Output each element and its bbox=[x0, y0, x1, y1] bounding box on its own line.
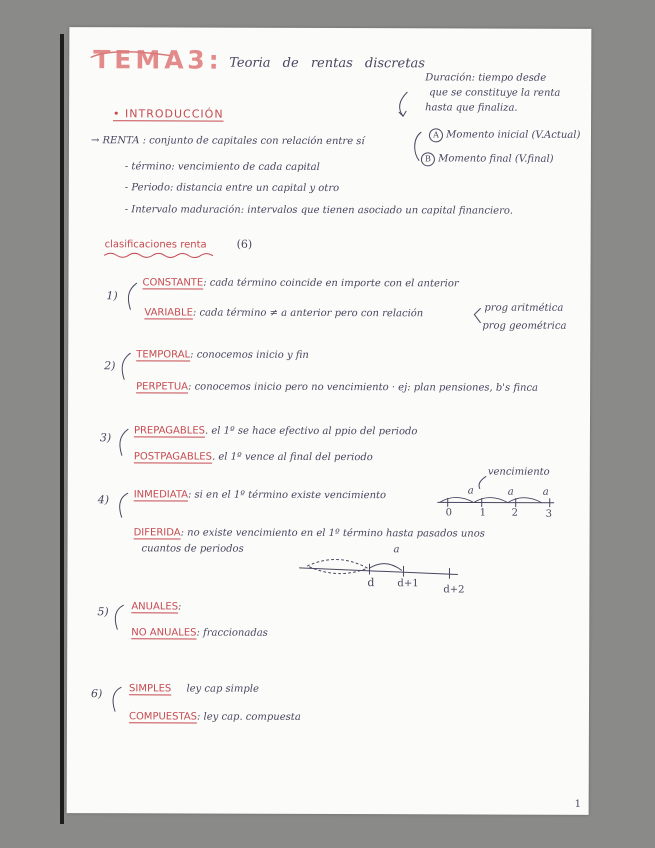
c6b-label: COMPUESTAS bbox=[128, 711, 198, 723]
momento-b-text: Momento final (V.final) bbox=[438, 153, 554, 165]
c3b-label: POSTPAGABLES bbox=[133, 451, 213, 463]
c1b-prog2: prog geométrica bbox=[482, 320, 567, 332]
momento-a-text: Momento inicial (V.Actual) bbox=[446, 129, 581, 141]
circle-b-icon: B bbox=[421, 152, 435, 166]
c4b-label: DIFERIDA bbox=[133, 527, 181, 539]
c5a-label: ANUALES bbox=[131, 601, 179, 613]
c6-num: 6) bbox=[91, 687, 103, 701]
renta-line: → RENTA : conjunto de capitales con relación entre sí bbox=[90, 135, 365, 148]
c1a-text: : cada término coincide en importe con el anterior bbox=[203, 277, 459, 290]
note-duracion-line-2: que se constituye la renta bbox=[429, 87, 561, 99]
c4b-axis-d2: d+2 bbox=[443, 584, 465, 596]
c5a-text: : bbox=[178, 601, 182, 613]
c4b-axis-d: d bbox=[367, 576, 375, 590]
c5-num: 5) bbox=[97, 605, 109, 619]
c2a-label: TEMPORAL bbox=[136, 349, 191, 361]
circle-a-icon: A bbox=[429, 128, 443, 142]
momento-bracket-icon bbox=[415, 132, 421, 160]
c4b-axis-d1: d+1 bbox=[397, 578, 419, 590]
bracket-4-icon bbox=[120, 493, 128, 517]
title-text: Teoria de rentas discretas bbox=[229, 55, 425, 72]
binding-edge bbox=[60, 34, 64, 824]
bracket-6-icon bbox=[113, 687, 121, 711]
c3-num: 3) bbox=[99, 431, 112, 445]
note-duracion-line-3: hasta que finaliza. bbox=[425, 102, 518, 114]
clasif-wavy-underline-icon bbox=[105, 253, 213, 257]
note-duracion-line-1: Duración: tiempo desde bbox=[425, 72, 547, 84]
c1b-prog1: prog aritmética bbox=[484, 302, 564, 314]
title-number: 3: bbox=[187, 45, 223, 75]
duracion-arrow-icon bbox=[400, 92, 408, 116]
c1b-label: VARIABLE bbox=[144, 307, 193, 319]
bracket-2-icon bbox=[122, 353, 130, 379]
bracket-1-icon bbox=[128, 283, 136, 309]
diferida-dotted-arc-icon bbox=[307, 559, 367, 573]
periodo-line: - Periodo: distancia entre un capital y otro bbox=[124, 182, 340, 195]
title-word: TEMA bbox=[93, 45, 188, 75]
c4-a-2: a bbox=[507, 486, 514, 498]
c4a-text: : si en el 1º término existe vencimiento bbox=[187, 489, 387, 502]
vencimiento-arrow-icon bbox=[479, 477, 486, 489]
c4-a-3: a bbox=[542, 486, 549, 498]
c3b-text: . el 1º vence al final del periodo bbox=[211, 451, 373, 464]
c3a-label: PREPAGABLES bbox=[133, 425, 206, 437]
notebook-page bbox=[67, 27, 592, 815]
termino-line: - término: vencimiento de cada capital bbox=[124, 161, 320, 173]
c4-vencimiento: vencimiento bbox=[487, 466, 550, 478]
c4b-text2: cuantos de periodos bbox=[141, 543, 244, 555]
c2b-text: : conocemos inicio pero no vencimiento · ej: plan pensiones, b's finca bbox=[188, 381, 539, 394]
c5b-label: NO ANUALES bbox=[131, 627, 197, 639]
bracket-5-icon bbox=[115, 605, 123, 629]
clasif-heading: clasificaciones renta bbox=[104, 239, 207, 251]
c2-num: 2) bbox=[104, 359, 116, 373]
c3a-text: . el 1º se hace efectivo al ppio del periodo bbox=[204, 425, 418, 438]
c4b-a: a bbox=[393, 544, 400, 556]
c4-num: 4) bbox=[97, 493, 110, 507]
diferida-arc-icon bbox=[369, 564, 401, 571]
c6b-text: : ley cap. compuesta bbox=[196, 711, 301, 723]
bracket-3-icon bbox=[120, 429, 128, 455]
c2a-text: : conocemos inicio y fin bbox=[190, 349, 309, 361]
prog-bracket-icon bbox=[474, 309, 480, 323]
c4b-text1: : no existe vencimiento en el 1º término hasta pasados unos bbox=[180, 527, 485, 540]
diferida-axis-line bbox=[299, 568, 457, 575]
c5b-text: : fraccionadas bbox=[196, 627, 268, 639]
c1-num: 1) bbox=[106, 289, 118, 303]
c6a-label: SIMPLES bbox=[129, 683, 172, 695]
inmediata-arcs-icon bbox=[440, 497, 542, 502]
c6a-text: ley cap simple bbox=[186, 683, 259, 695]
c1a-label: CONSTANTE bbox=[142, 277, 204, 289]
c2b-label: PERPETUA bbox=[136, 381, 189, 393]
ink-strokes bbox=[67, 27, 592, 815]
title-scribble-icon bbox=[91, 52, 169, 58]
clasif-count: (6) bbox=[236, 237, 253, 251]
page-number: 1 bbox=[574, 798, 582, 810]
c4-axis-0: 0 bbox=[445, 507, 453, 519]
c1b-text: : cada término ≠ a anterior pero con relación bbox=[192, 307, 424, 320]
c4-axis-2: 2 bbox=[511, 507, 519, 519]
c4-axis-1: 1 bbox=[479, 507, 487, 519]
c4-axis-3: 3 bbox=[545, 508, 553, 520]
intervalo-line: - Intervalo maduración: intervalos que tienen asociado un capital financiero. bbox=[124, 204, 513, 217]
intro-heading: • INTRODUCCIÓN bbox=[113, 107, 224, 121]
c4-a-1: a bbox=[467, 485, 474, 497]
c4a-label: INMEDIATA bbox=[133, 489, 189, 501]
